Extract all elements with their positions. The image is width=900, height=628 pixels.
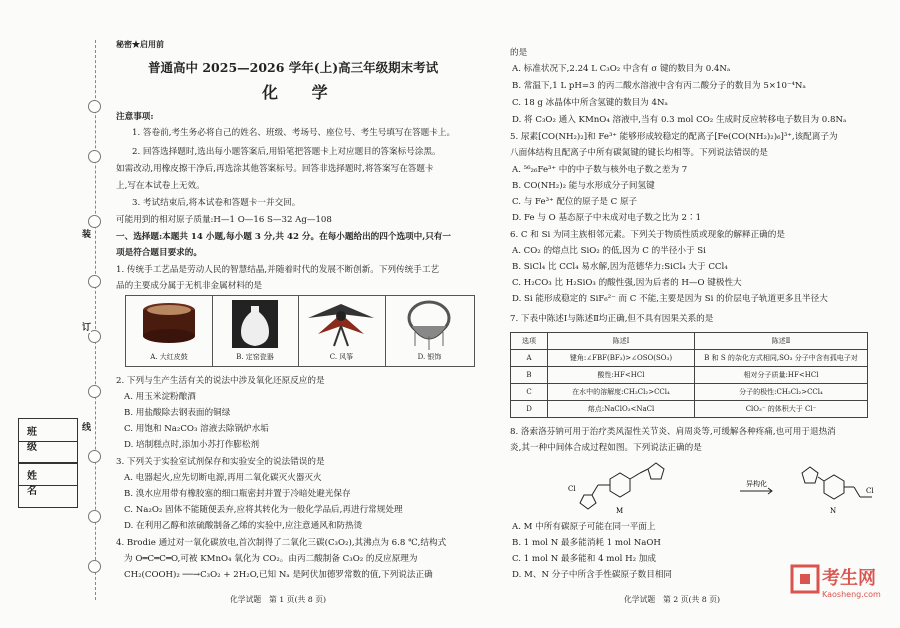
drum-icon bbox=[126, 296, 212, 352]
class-label-box bbox=[18, 418, 78, 453]
table-header-cell: 选项 bbox=[511, 333, 548, 350]
section-heading: 一、选择题:本题共 14 小题,每小题 3 分,共 42 分。在每小题给出的四个选项中,只有一 bbox=[116, 232, 451, 242]
name-label-box bbox=[18, 462, 78, 497]
option: D. 在利用乙醇和浓硫酸制备乙烯的实验中,应注意通风和防热烫 bbox=[124, 521, 363, 531]
table-cell: D bbox=[511, 401, 548, 418]
watermark bbox=[790, 562, 898, 622]
table-cell: 熔点:NaClO₃<NaCl bbox=[548, 401, 695, 418]
option: A. 用玉米淀粉酿酒 bbox=[124, 392, 196, 402]
option: A. 电器起火,应先切断电源,再用二氧化碳灭火器灭火 bbox=[124, 473, 322, 483]
table-cell: B bbox=[511, 367, 548, 384]
table-cell: 相对分子质量:HF<HCl bbox=[695, 367, 868, 384]
note-item: 上,写在本试卷上无效。 bbox=[116, 181, 205, 191]
binding-hole bbox=[88, 450, 101, 463]
option: A. 标准状况下,2.24 L C₃O₂ 中含有 σ 键的数目为 0.4Nₐ bbox=[512, 64, 731, 74]
page-footer-left: 化学试题 第 1 页(共 8 页) bbox=[230, 595, 327, 604]
option: D. 将 C₃O₂ 通入 KMnO₄ 溶液中,当有 0.3 mol CO₂ 生成时反应转移电子数目为 0.8Nₐ bbox=[512, 115, 847, 125]
q1-caption-c: C. 风筝 bbox=[329, 353, 354, 361]
q8-reaction-scheme bbox=[540, 455, 880, 517]
table-cell: 在水中的溶解度:CH₂Cl₂>CCl₄ bbox=[548, 384, 695, 401]
table-cell: A bbox=[511, 350, 548, 367]
question-8-stem: 炎,其一种中间体合成过程如图。下列说法正确的是 bbox=[510, 443, 702, 453]
option: C. Na₂O₂ 固体不能随便丢弃,应将其转化为一般化学品后,再进行常规处理 bbox=[124, 505, 403, 515]
option: D. Si 能形成稳定的 SiF₆²⁻ 而 C 不能,主要是因为 Si 的价层电子轨道更多且半径大 bbox=[512, 294, 828, 304]
q7-table bbox=[510, 332, 868, 418]
class-input-box bbox=[18, 441, 78, 464]
table-row bbox=[511, 350, 868, 367]
option: C. 用饱和 Na₂CO₃ 溶液去除锅炉水垢 bbox=[124, 424, 269, 434]
silver-image-cell bbox=[385, 296, 474, 366]
option: C. H₂CO₃ 比 H₂SiO₃ 的酸性强,因为后者的 H—O 键极性大 bbox=[512, 278, 742, 288]
binding-hole bbox=[88, 100, 101, 113]
option: D. M、N 分子中所含手性碳原子数目相同 bbox=[512, 570, 673, 580]
note-item: 如需改动,用橡皮擦干净后,再选涂其他答案标号。回答非选择题时,将答案写在答题卡 bbox=[116, 164, 434, 174]
option: A. CO₂ 的熔点比 SiO₂ 的低,因为 C 的半径小于 Si bbox=[512, 246, 706, 256]
question-1-stem: 1. 传统手工艺品是劳动人民的智慧结晶,并随着时代的发展不断创新。下列传统手工艺 bbox=[116, 265, 440, 275]
watermark-url: Kaosheng.com bbox=[822, 590, 881, 599]
binding-margin bbox=[0, 0, 108, 628]
option: C. 与 Fe³⁺ 配位的原子是 C 原子 bbox=[512, 197, 638, 207]
table-header-row bbox=[511, 333, 868, 350]
binding-hole bbox=[88, 385, 101, 398]
option: A. M 中所有碳原子可能在同一平面上 bbox=[512, 522, 656, 532]
note-item: 2. 回答选择题时,选出每小题答案后,用铅笔把答题卡上对应题目的答案标号涂黑。 bbox=[132, 147, 441, 157]
notes-heading: 注意事项: bbox=[116, 112, 154, 122]
q1-caption-a: A. 大红皮鼓 bbox=[150, 353, 188, 361]
kite-image-cell bbox=[298, 296, 386, 366]
silver-ornament-icon bbox=[385, 296, 474, 352]
option: B. 1 mol N 最多能消耗 1 mol NaOH bbox=[512, 538, 661, 548]
q1-caption-b: B. 定窑瓷器 bbox=[236, 353, 274, 361]
option: D. Fe 与 O 基态原子中未成对电子数之比为 2∶1 bbox=[512, 213, 702, 223]
atomic-masses: 可能用到的相对原子质量:H—1 O—16 S—32 Ag—108 bbox=[116, 215, 332, 225]
binding-hole bbox=[88, 560, 101, 573]
question-3-stem: 3. 下列关于实验室试剂保存和实验安全的说法错误的是 bbox=[116, 457, 325, 467]
kite-icon bbox=[298, 296, 385, 352]
section-heading: 项是符合题目要求的。 bbox=[116, 248, 202, 258]
name-input-box bbox=[18, 485, 78, 508]
binding-hole bbox=[88, 275, 101, 288]
class-label: 班 级 bbox=[27, 427, 47, 453]
page-footer-right: 化学试题 第 2 页(共 8 页) bbox=[624, 595, 721, 604]
question-4-stem: CH₂(COOH)₂ ──→C₃O₂ + 2H₂O,已知 Nₐ 是阿伏加德罗常数的值,下列说法正确 bbox=[124, 570, 433, 580]
question-4-stem: 4. Brodie 通过对一氧化碳放电,首次制得了二氧化三碳(C₃O₂),其沸点为 6.8 ℃,结构式 bbox=[116, 538, 447, 548]
margin-char-zhuang: 装 bbox=[82, 227, 91, 240]
watermark-logo-icon bbox=[790, 562, 820, 596]
compound-m-label: M bbox=[616, 507, 624, 515]
cyclopentane-ring-m bbox=[648, 463, 664, 479]
binding-hole bbox=[88, 510, 101, 523]
question-5-stem: 八面体结构且配离子中所有碳氮键的键长均相等。下列说法错误的是 bbox=[510, 148, 768, 158]
q1-image-row bbox=[125, 295, 475, 367]
option: C. 18 g 冰晶体中所含氢键的数目为 4Nₐ bbox=[512, 98, 668, 108]
table-header-cell: 陈述Ⅰ bbox=[548, 333, 695, 350]
option: B. 常温下,1 L pH=3 的丙二酸水溶液中含有丙二酸分子的数目为 5×10⁻⁴Nₐ bbox=[512, 81, 806, 91]
cyclopentane-ring-n bbox=[802, 467, 818, 483]
option: B. 用盐酸除去钢表面的铜绿 bbox=[124, 408, 231, 418]
table-row bbox=[511, 401, 868, 418]
option: B. SiCl₄ 比 CCl₄ 易水解,因为范德华力:SiCl₄ 大于 CCl₄ bbox=[512, 262, 728, 272]
table-cell: 分子的极性:CH₂Cl₂>CCl₄ bbox=[695, 384, 868, 401]
benzene-ring-n bbox=[824, 475, 844, 499]
question-2-stem: 2. 下列与生产生活有关的说法中涉及氧化还原反应的是 bbox=[116, 376, 325, 386]
table-row bbox=[511, 384, 868, 401]
watermark-text: 考生网 bbox=[822, 568, 876, 589]
question-1-stem: 品的主要成分属于无机非金属材料的是 bbox=[116, 281, 263, 291]
benzene-ring-m bbox=[610, 473, 630, 497]
name-label: 姓 名 bbox=[27, 471, 47, 497]
table-cell: B 和 S 的杂化方式相同,SO₃ 分子中含有孤电子对 bbox=[695, 350, 868, 367]
table-cell: 键角:∠FBF(BF₃)>∠OSO(SO₃) bbox=[548, 350, 695, 367]
option: A. ⁵⁶₂₆Fe³⁺ 中的中子数与核外电子数之差为 7 bbox=[512, 165, 688, 175]
note-item: 1. 答卷前,考生务必将自己的姓名、班级、考场号、座位号、考生号填写在答题卡上。 bbox=[132, 128, 456, 138]
binding-hole bbox=[88, 150, 101, 163]
q1-caption-d: D. 银饰 bbox=[417, 353, 442, 361]
question-4-stem: 为 O═C═C═O,可被 KMnO₄ 氧化为 CO₂。由丙二酸制备 C₃O₂ 的反应原理为 bbox=[124, 554, 418, 564]
question-5-stem: 5. 尿素[CO(NH₂)₂]和 Fe³⁺ 能够形成较稳定的配离子[Fe(CO(NH₂)₂)₆]³⁺,该配离子为 bbox=[510, 132, 838, 142]
option: D. 培制糕点时,添加小苏打作膨松剂 bbox=[124, 440, 260, 450]
vase-icon bbox=[212, 296, 298, 352]
table-row bbox=[511, 367, 868, 384]
q4-continuation: 的是 bbox=[510, 48, 528, 58]
margin-char-ding: 订 bbox=[82, 320, 91, 333]
drum-image-cell bbox=[126, 296, 213, 366]
question-8-stem: 8. 洛索洛芬钠可用于治疗类风湿性关节炎、肩周炎等,可缓解各种疼痛,也可用于退热消 bbox=[510, 427, 836, 437]
table-cell: C bbox=[511, 384, 548, 401]
chloro-label-m: Cl bbox=[568, 485, 576, 493]
margin-char-xian: 线 bbox=[82, 420, 91, 433]
exam-title: 普通高中 2025—2026 学年(上)高三年级期末考试 bbox=[148, 60, 439, 75]
note-item: 3. 考试结束后,将本试卷和答题卡一并交回。 bbox=[132, 198, 301, 208]
arrow-label: 异构化 bbox=[746, 480, 767, 488]
compound-n-label: N bbox=[830, 507, 837, 515]
chloro-label-n: Cl bbox=[866, 487, 874, 495]
secret-mark: 秘密★启用前 bbox=[116, 39, 164, 49]
table-header-cell: 陈述Ⅱ bbox=[695, 333, 868, 350]
subject-title: 化 学 bbox=[262, 83, 342, 102]
question-7-stem: 7. 下表中陈述Ⅰ与陈述Ⅱ均正确,但不具有因果关系的是 bbox=[510, 314, 714, 324]
option: B. 溴水应用带有橡胶塞的细口瓶密封并置于冷暗处避光保存 bbox=[124, 489, 351, 499]
table-cell: 酸性:HF<HCl bbox=[548, 367, 695, 384]
porcelain-image-cell bbox=[212, 296, 299, 366]
option: C. 1 mol N 最多能和 4 mol H₂ 加成 bbox=[512, 554, 656, 564]
table-cell: ClO₃⁻ 的体积大于 Cl⁻ bbox=[695, 401, 868, 418]
option: B. CO(NH₂)₂ 能与水形成分子间氢键 bbox=[512, 181, 655, 191]
question-6-stem: 6. C 和 Si 为同主族相邻元素。下列关于物质性质或现象的解释正确的是 bbox=[510, 230, 785, 240]
